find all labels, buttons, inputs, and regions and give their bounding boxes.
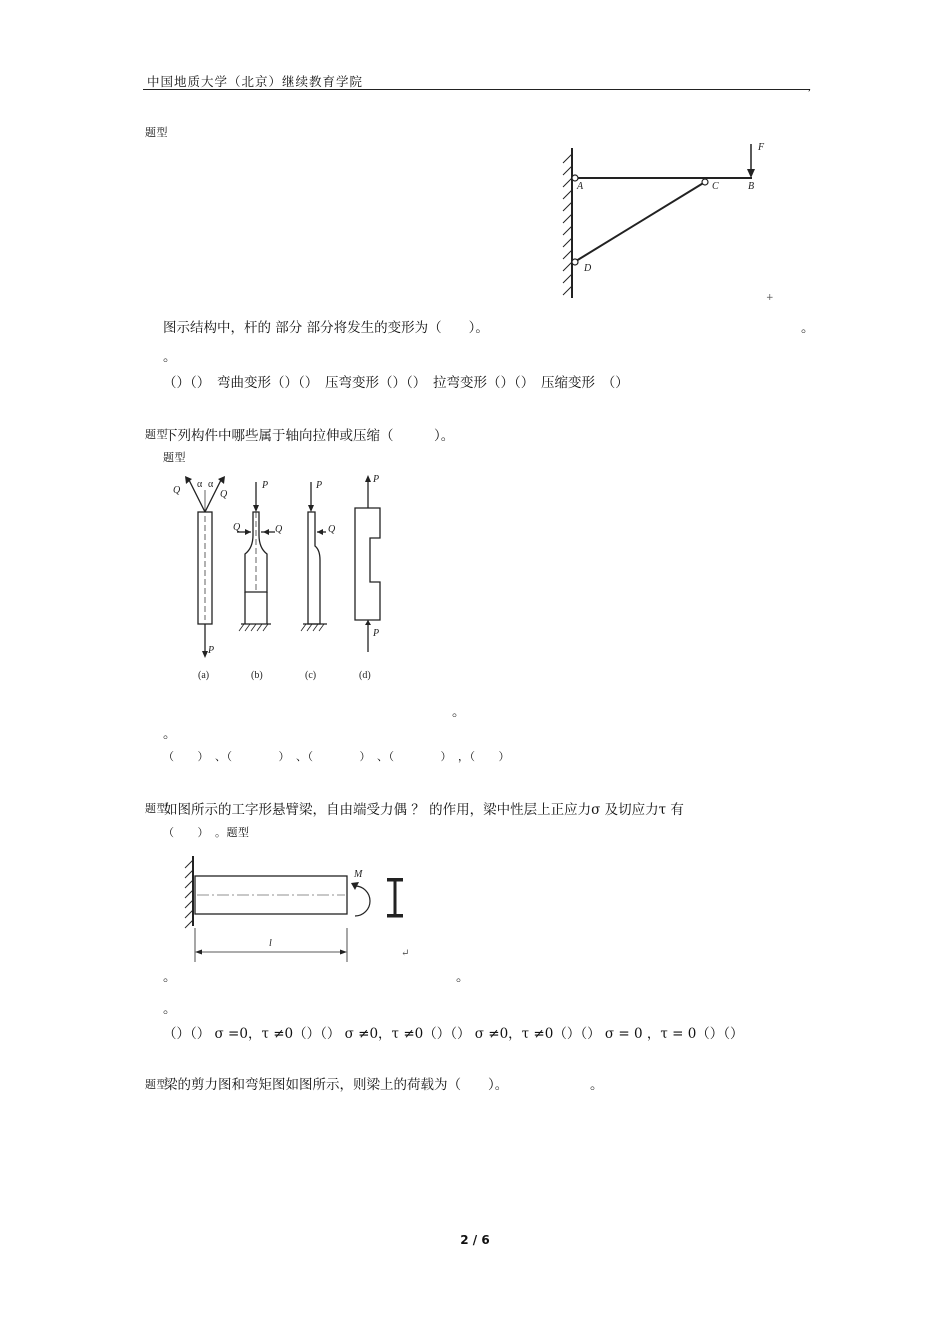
q3-stem: 如图所示的工字形悬臂梁，自由端受力偶 ？ 的作用，梁中性层上正应力σ 及切应力τ 有 <box>164 802 684 818</box>
q2-choices: （ ） 、（ ） 、（ ） 、（ ） ，（ ） <box>163 750 510 763</box>
fig1-mark: + <box>766 293 774 303</box>
fig2-label-p-a: P <box>208 645 215 656</box>
fig2-label-p-c: P <box>316 480 323 491</box>
q1-gap-mark: 。 <box>163 349 177 365</box>
fig1-label-a: A <box>577 181 584 192</box>
q1-choices: （）（） 弯曲变形（）（） 压弯变形（）（） 拉弯变形（）（） 压缩变形 （） <box>163 375 629 391</box>
fig2-caption-b: (b) <box>251 670 263 681</box>
q2-center-mark: 。 <box>452 704 466 720</box>
institution-header: 中国地质大学（北京）继续教育学院 <box>147 74 364 89</box>
q4-stem: 梁的剪力图和弯矩图如图所示，则梁上的荷载为（ ）。 <box>164 1077 509 1093</box>
fig2-label-alpha-left: α <box>197 479 203 490</box>
q3-label: 题型 <box>145 802 168 815</box>
q2-sub-label: 题型 <box>163 451 186 464</box>
fig2-caption-a: (a) <box>198 670 210 681</box>
q3-mid-mark: 。 <box>456 969 470 985</box>
header-mark: , <box>808 82 812 93</box>
fig2-label-alpha-right: α <box>208 479 214 490</box>
q4-label: 题型 <box>145 1078 168 1091</box>
fig1-label-c: C <box>712 181 719 192</box>
q3-stem-continued: （ ） 。题型 <box>163 826 250 839</box>
fig3-label-l: l <box>269 938 272 949</box>
q1-figure-bracket <box>555 138 785 303</box>
page-number: 2 / 6 <box>460 1233 490 1247</box>
q2-label: 题型 <box>145 428 168 441</box>
fig2-label-q-left: Q <box>173 485 181 496</box>
fig2-label-q-b-left: Q <box>233 522 241 533</box>
header-rule <box>143 89 810 90</box>
fig2-label-q-right: Q <box>220 489 228 500</box>
q2-figure-members <box>165 470 400 690</box>
fig2-caption-d: (d) <box>359 670 371 681</box>
fig1-label-b: B <box>748 181 755 192</box>
q3-choices: （）（） σ =0，τ ≠0（）（） σ ≠0，τ ≠0（）（） σ ≠0，τ ≠0（）（） σ = 0 ，τ = 0（）（） <box>163 1026 744 1042</box>
fig2-label-q-c: Q <box>328 524 336 535</box>
fig2-label-p-b: P <box>262 480 269 491</box>
q1-label: 题型 <box>145 126 168 139</box>
fig3-mark: ↵ <box>401 948 410 959</box>
fig1-label-d: D <box>584 263 592 274</box>
q3-left-mark: 。 <box>163 969 177 985</box>
fig2-label-p-d-top: P <box>373 474 380 485</box>
q2-stem: 下列构件中哪些属于轴向拉伸或压缩（ ）。 <box>164 428 455 444</box>
fig2-caption-c: (c) <box>305 670 317 681</box>
q3-figure-cantilever <box>175 850 415 965</box>
fig1-label-f: F <box>758 142 765 153</box>
q2-gap-mark: 。 <box>163 726 177 742</box>
fig3-label-m: M <box>354 869 363 880</box>
q3-gap-mark: 。 <box>163 1001 177 1017</box>
fig2-label-p-d-bottom: P <box>373 628 380 639</box>
q4-tail-mark: 。 <box>590 1077 604 1093</box>
fig2-label-q-b-right: Q <box>275 524 283 535</box>
q1-stem: 图示结构中，杆的 部分 部分将发生的变形为（ ）。 <box>163 320 489 336</box>
q1-right-mark: 。 <box>801 320 815 336</box>
